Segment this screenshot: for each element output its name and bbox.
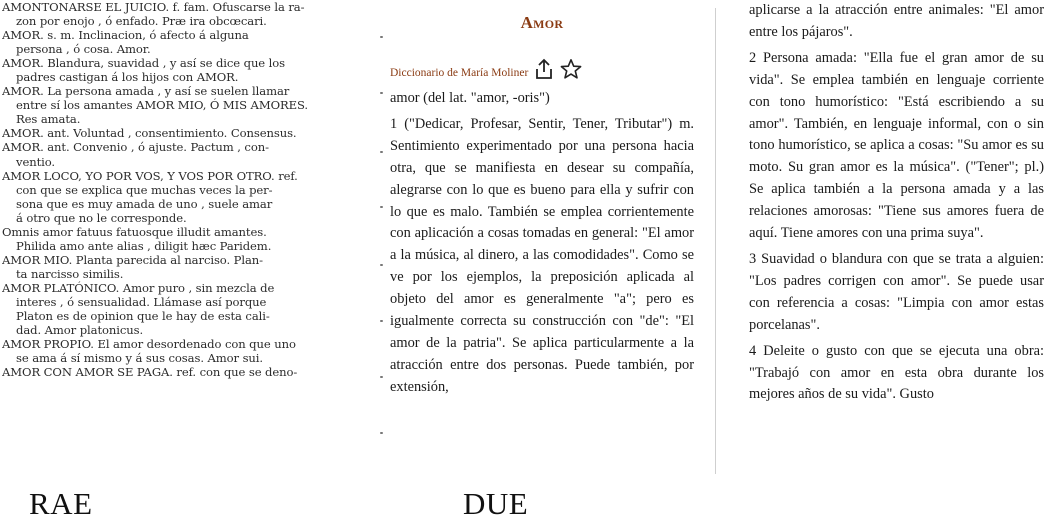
due-entry-continuation xyxy=(749,0,1044,410)
rae-line: Platon es de opinion que le hay de esta cali- xyxy=(16,309,270,324)
due-caption: DUE xyxy=(463,486,529,521)
share-icon[interactable] xyxy=(534,58,554,80)
due-sense-1-continued: aplicarse a la atracción entre animales: "El amor entre los pájaros". xyxy=(749,2,1044,40)
rae-line: sona que es muy amada de uno , suele amar xyxy=(16,196,273,211)
rae-line: entre sí los amantes AMOR MIO, Ó MIS AMORES. xyxy=(16,98,309,113)
due-sense-2: 2 Persona amada: "Ella fue el gran amor de su vida". Se emplea también en lenguaje corriente con tono humorístico: "Está escribiendo a su amor". También, en lenguaje informal, con o sin tono humorístico, se aplica a cosas: "Su amor es su moto. Su gran amor es la música". ("Tener"; pl.) Se aplica también a la persona amada y a las relaciones amorosas: "Tiene sus amores fuera de aquí. Tiene amores con una prima suya". xyxy=(749,49,1044,242)
rae-line: ventio. xyxy=(16,154,56,169)
due-entry xyxy=(390,0,694,480)
rae-line: zon por enojo , ó enfado. Præ ira obcœcari. xyxy=(16,14,267,29)
rae-scanned-entry xyxy=(2,0,372,478)
rae-line: AMOR CON AMOR SE PAGA. ref. con que se deno- xyxy=(2,365,298,380)
rae-line: interes , ó sensualidad. Llámase así porque xyxy=(16,294,267,309)
due-entry-body xyxy=(390,88,694,399)
rae-line: con que se explica que muchas veces la per- xyxy=(16,182,273,197)
rae-line: AMOR. ant. Convenio , ó ajuste. Pactum , con- xyxy=(2,140,269,155)
rae-line: AMOR PLATÓNICO. Amor puro , sin mezcla de xyxy=(2,280,275,295)
rae-line: Res amata. xyxy=(16,112,81,127)
due-etymology: amor (del lat. "amor, -oris") xyxy=(390,90,550,106)
rae-line: se ama á sí mismo y á sus cosas. Amor sui. xyxy=(16,351,263,366)
due-sense-1: 1 ("Dedicar, Profesar, Sentir, Tener, Tributar") m. Sentimiento experimentado por una persona hacia otra, que se manifiesta en desear su compañía, alegrarse con lo que es bueno para ella y sufrir con lo que es malo. También se emplea corrientemente con aplicación a cosas tomadas en general: "El amor a la música, al dinero, a las comodidades". Como se ve por los ejemplos, la preposición aplicada al objeto del amor es generalmente "a"; pero es igualmente correcta su construcción con "de": "El amor de la patria". Se aplica particularmente a la atracción entre dos personas. Puede también, por extensión, xyxy=(390,115,694,395)
rae-line: Omnis amor fatuus fatuosque illudit amantes. xyxy=(2,224,267,239)
rae-line: AMOR PROPIO. El amor desordenado con que uno xyxy=(2,337,296,352)
column-divider xyxy=(715,8,716,474)
due-sense-3: 3 Suavidad o blandura con que se trata a alguien: "Los padres corrigen con amor". Se puede usar con referencia a cosas: "Limpia con amor estas porcelanas". xyxy=(749,250,1044,333)
due-entry-title: Amor xyxy=(520,13,564,32)
rae-line: AMOR LOCO, YO POR VOS, Y VOS POR OTRO. ref. xyxy=(2,168,298,183)
star-icon[interactable] xyxy=(560,58,582,80)
rae-line: Philida amo ante alias , diligit hæc Paridem. xyxy=(16,238,272,253)
rae-line: padres castigan á los hijos con AMOR. xyxy=(16,70,239,85)
due-sense-4: 4 Deleite o gusto con que se ejecuta una obra: "Trabajó con amor en esta obra durante los mejores años de su vida". Gusto xyxy=(749,342,1044,403)
rae-line: AMOR. ant. Voluntad , consentimiento. Consensus. xyxy=(2,126,297,141)
rae-line: AMOR. Blandura, suavidad , y así se dice que los xyxy=(2,56,285,71)
rae-line: persona , ó cosa. Amor. xyxy=(16,42,151,57)
due-source-link[interactable]: Diccionario de María Moliner xyxy=(390,67,529,79)
rae-line: AMONTONARSE EL JUICIO. f. fam. Ofuscarse la ra- xyxy=(2,0,305,14)
scan-margin-marks xyxy=(378,0,388,480)
rae-line: dad. Amor platonicus. xyxy=(16,323,144,338)
rae-line: AMOR. s. m. Inclinacion, ó afecto á alguna xyxy=(2,28,249,43)
rae-line: AMOR. La persona amada , y así se suelen llamar xyxy=(2,84,290,99)
rae-line: AMOR MIO. Planta parecida al narciso. Plan- xyxy=(2,252,263,267)
due-action-icons xyxy=(534,56,582,82)
rae-line: ta narcisso similis. xyxy=(16,266,124,281)
rae-caption: RAE xyxy=(29,486,93,521)
rae-line: á otro que no le corresponde. xyxy=(16,210,187,225)
